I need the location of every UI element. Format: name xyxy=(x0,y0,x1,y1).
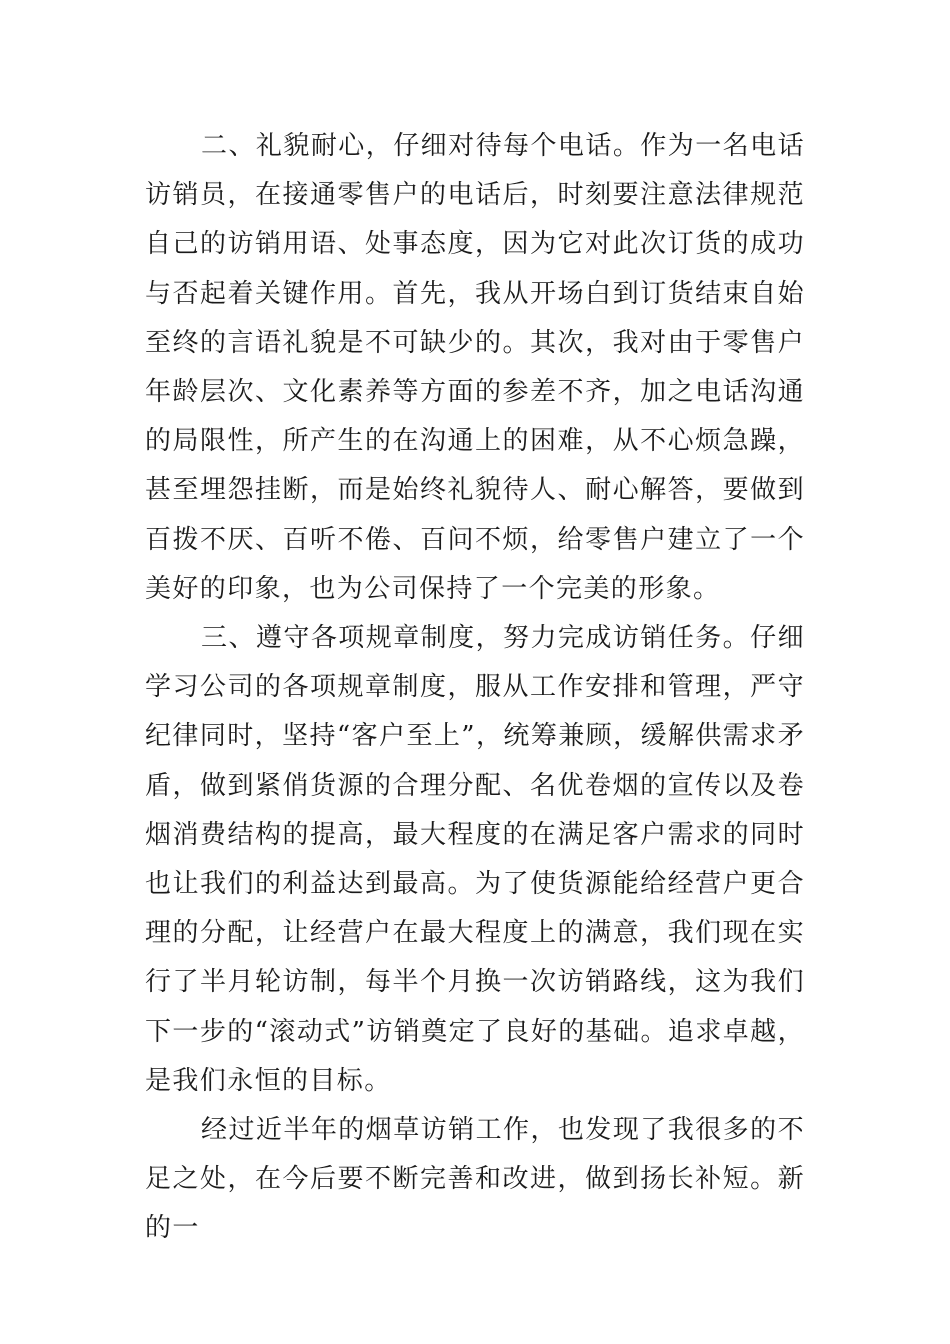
paragraph-rules-tasks: 三、遵守各项规章制度，努力完成访销任务。仔细学习公司的各项规章制度，服从工作安排和管理，严守纪律同时，坚持“客户至上”，统筹兼顾，缓解供需求矛盾，做到紧俏货源的合理分配、名优卷烟的宣传以及卷烟消费结构的提高，最大程度的在满足客户需求的同时也让我们的利益达到最高。为了使货源能给经营户更合理的分配，让经营户在最大程度上的满意，我们现在实行了半月轮访制，每半个月换一次访销路线，这为我们下一步的“滚动式”访销奠定了良好的基础。追求卓越，是我们永恒的目标。 xyxy=(145,623,805,1096)
paragraph-shortcomings: 经过近半年的烟草访销工作，也发现了我很多的不足之处，在今后要不断完善和改进，做到扬长补短。新的一 xyxy=(145,1115,805,1244)
paragraph-courtesy-patience: 二、礼貌耐心，仔细对待每个电话。作为一名电话访销员，在接通零售户的电话后，时刻要注意法律规范自己的访销用语、处事态度，因为它对此次订货的成功与否起着关键作用。首先，我从开场白到订货结束自始至终的言语礼貌是不可缺少的。其次，我对由于零售户年龄层次、文化素养等方面的参差不齐，加之电话沟通的局限性，所产生的在沟通上的困难，从不心烦急躁，甚至埋怨挂断，而是始终礼貌待人、耐心解答，要做到百拨不厌、百听不倦、百问不烦，给零售户建立了一个美好的印象，也为公司保持了一个完美的形象。 xyxy=(145,131,805,604)
document-page xyxy=(145,122,805,1254)
